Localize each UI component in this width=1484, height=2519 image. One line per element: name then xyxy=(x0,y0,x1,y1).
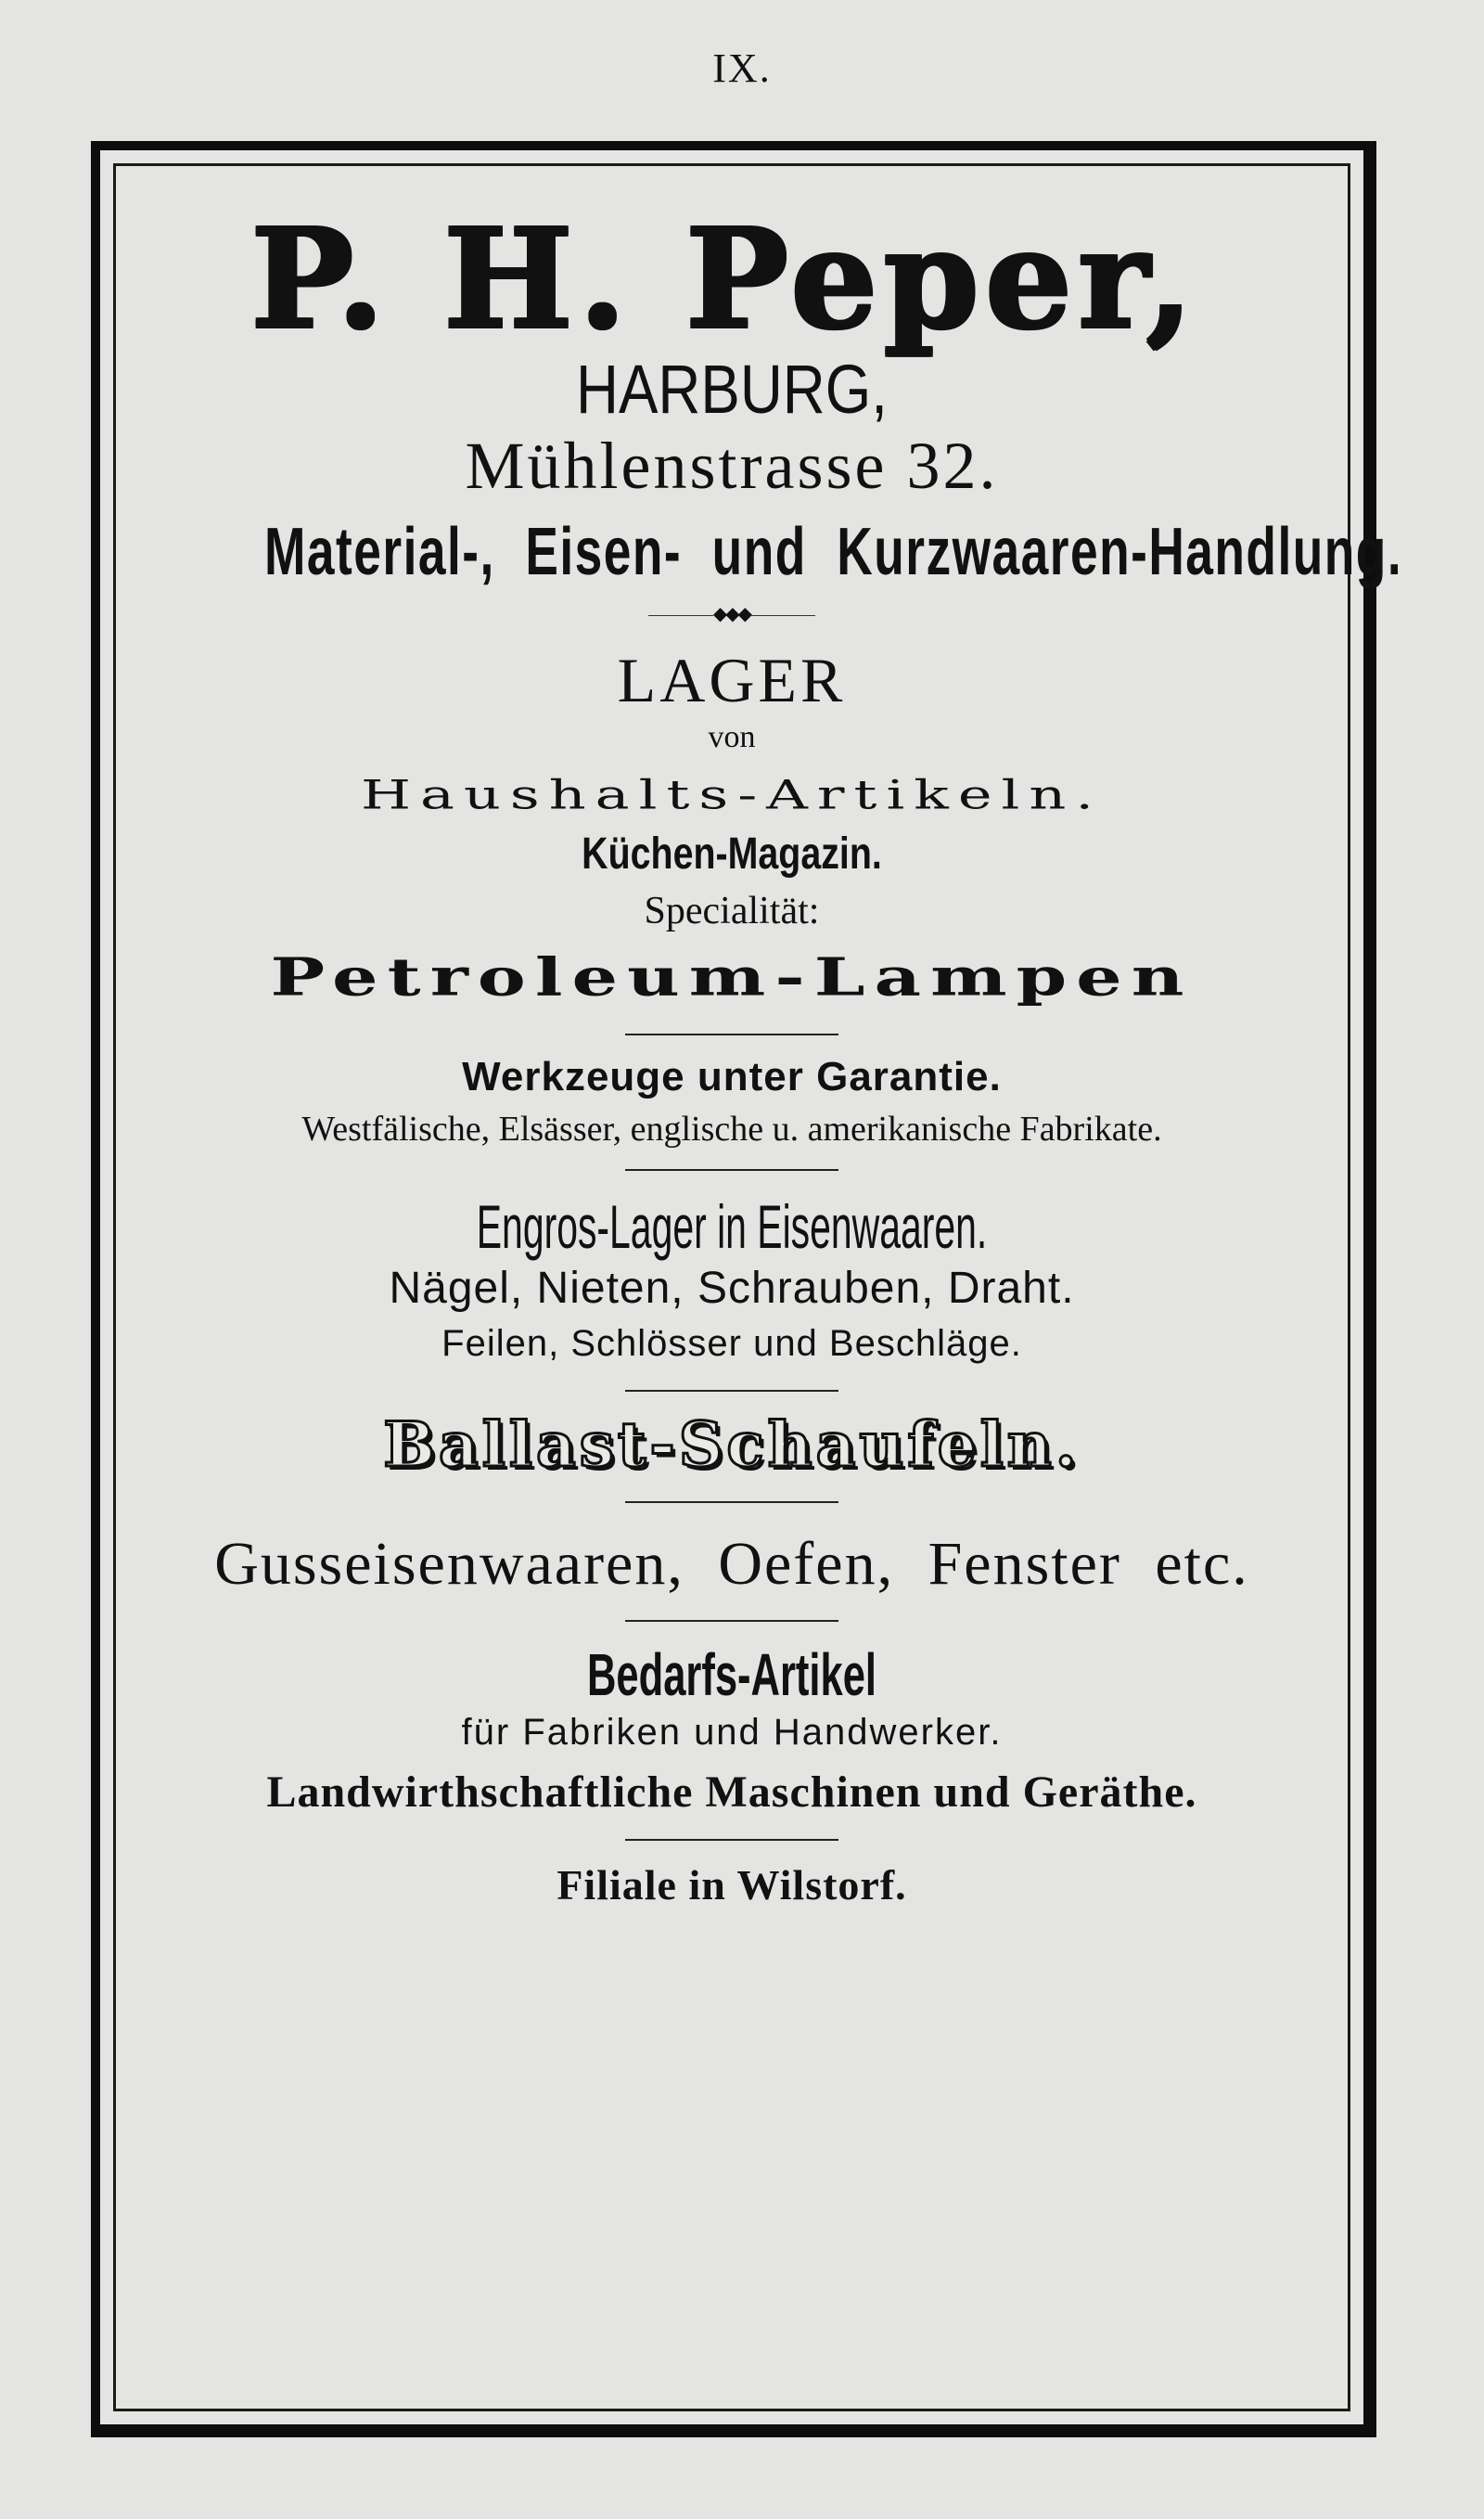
city-name: HARBURG, xyxy=(576,351,888,428)
supplies-for: für Fabriken und Handwerker. xyxy=(461,1712,1003,1753)
firm-name: P. H. Peper, xyxy=(249,197,1198,358)
advertisement-frame xyxy=(91,141,1403,2437)
kitchen-magazine: Küchen-Magazin. xyxy=(582,829,882,879)
branch-office: Filiale in Wilstorf. xyxy=(556,1861,907,1909)
ornament-divider: ◆◆◆ xyxy=(100,605,1363,623)
speciality-label: Specialität: xyxy=(644,890,820,932)
petroleum-lamps: Petroleum-Lampen xyxy=(270,946,1194,1009)
cast-iron-goods: Gusseisenwaaren, Oefen, Fenster etc. xyxy=(214,1530,1249,1598)
lager-heading: LAGER xyxy=(617,645,847,715)
page-number: IX. xyxy=(712,45,772,91)
tools-guarantee: Werkzeuge unter Garantie. xyxy=(462,1054,1002,1099)
divider xyxy=(625,1839,838,1841)
agricultural-machines: Landwirthschaftliche Maschinen und Geräthe. xyxy=(266,1767,1197,1817)
nails-rivets: Nägel, Nieten, Schrauben, Draht. xyxy=(389,1264,1075,1313)
divider xyxy=(625,1169,838,1171)
divider xyxy=(625,1620,838,1622)
supplies-heading: Bedarfs-Artikel xyxy=(587,1641,876,1708)
trade-description: Material-, Eisen- und Kurzwaaren-Handlung. xyxy=(264,515,1403,589)
divider xyxy=(625,1501,838,1503)
advertisement-content xyxy=(100,197,1403,1911)
household-articles: Haushalts-Artikeln. xyxy=(360,771,1104,819)
divider xyxy=(625,1034,838,1035)
ballast-shovels: Ballast-Schaufeln. xyxy=(383,1408,1081,1481)
street-address: Mühlenstrasse 32. xyxy=(465,429,999,503)
files-locks: Feilen, Schlösser und Beschläge. xyxy=(441,1323,1022,1364)
wholesale-iron: Engros-Lager in Eisenwaaren. xyxy=(476,1192,988,1261)
origin-fabrics: Westfälische, Elsässer, englische u. amerikanische Fabrikate. xyxy=(301,1110,1162,1149)
von-text: von xyxy=(708,720,756,754)
divider xyxy=(625,1390,838,1392)
